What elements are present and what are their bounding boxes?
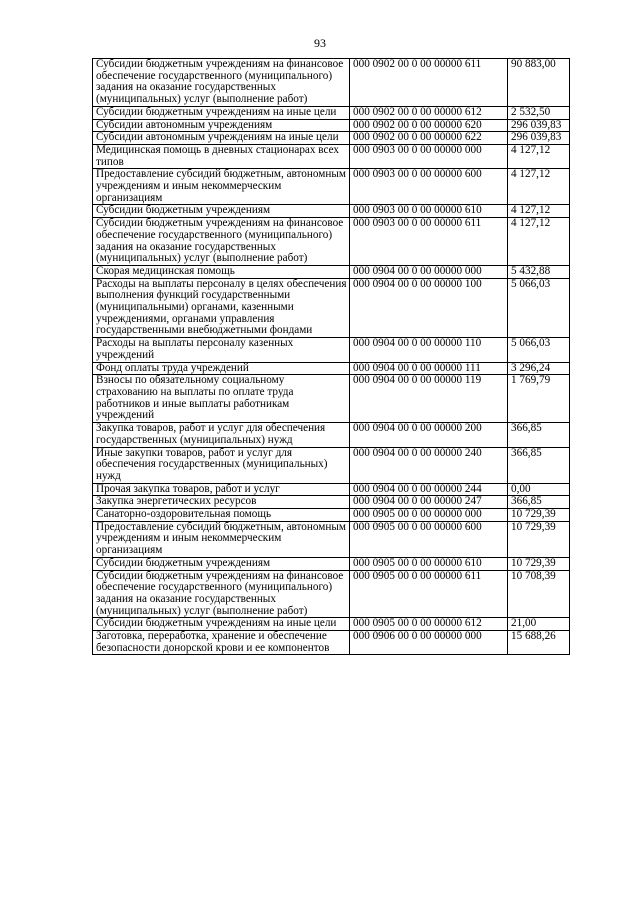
- amount-cell: 21,00: [508, 618, 570, 631]
- table-row: [93, 218, 570, 266]
- table-row: [93, 338, 570, 362]
- name-cell: Субсидии бюджетным учреждениям: [93, 557, 350, 570]
- code-cell: 000 0905 00 0 00 00000 600: [350, 521, 508, 557]
- code-cell: 000 0904 00 0 00 00000 247: [350, 496, 508, 509]
- table-row: [93, 483, 570, 496]
- name-cell: Прочая закупка товаров, работ и услуг: [93, 483, 350, 496]
- name-cell: Расходы на выплаты персоналу в целях обеспечения выполнения функций государственными (муниципальными) органами, казенными учреждениями, органами управления государственными внебюджетными фондами: [93, 278, 350, 338]
- amount-cell: 4 127,12: [508, 205, 570, 218]
- table-row: [93, 509, 570, 522]
- code-cell: 000 0904 00 0 00 00000 200: [350, 423, 508, 447]
- page-number: 93: [314, 36, 326, 50]
- code-cell: 000 0904 00 0 00 00000 244: [350, 483, 508, 496]
- table-row: [93, 557, 570, 570]
- budget-table: [92, 58, 570, 655]
- name-cell: Субсидии бюджетным учреждениям на иные цели: [93, 106, 350, 119]
- name-cell: Субсидии автономным учреждениям на иные цели: [93, 132, 350, 145]
- amount-cell: 10 729,39: [508, 557, 570, 570]
- table-row: [93, 496, 570, 509]
- amount-cell: 4 127,12: [508, 144, 570, 168]
- name-cell: Субсидии автономным учреждениям: [93, 119, 350, 132]
- table-row: [93, 132, 570, 145]
- code-cell: 000 0905 00 0 00 00000 000: [350, 509, 508, 522]
- code-cell: 000 0904 00 0 00 00000 000: [350, 265, 508, 278]
- amount-cell: 366,85: [508, 423, 570, 447]
- code-cell: 000 0904 00 0 00 00000 110: [350, 338, 508, 362]
- amount-cell: 2 532,50: [508, 106, 570, 119]
- name-cell: Расходы на выплаты персоналу казенных учреждений: [93, 338, 350, 362]
- table-row: [93, 265, 570, 278]
- table-row: [93, 169, 570, 205]
- code-cell: 000 0905 00 0 00 00000 612: [350, 618, 508, 631]
- name-cell: Субсидии бюджетным учреждениям на иные цели: [93, 618, 350, 631]
- table-row: [93, 119, 570, 132]
- table-row: [93, 278, 570, 338]
- amount-cell: 366,85: [508, 447, 570, 483]
- table-row: [93, 447, 570, 483]
- code-cell: 000 0905 00 0 00 00000 610: [350, 557, 508, 570]
- amount-cell: 10 729,39: [508, 509, 570, 522]
- name-cell: Субсидии бюджетным учреждениям на финансовое обеспечение государственного (муниципального) задания на оказание государственных (муниципальных) услуг (выполнение работ): [93, 59, 350, 107]
- name-cell: Предоставление субсидий бюджетным, автономным учреждениям и иным некоммерческим организациям: [93, 169, 350, 205]
- amount-cell: 3 296,24: [508, 362, 570, 375]
- table-row: [93, 375, 570, 423]
- amount-cell: 4 127,12: [508, 218, 570, 266]
- name-cell: Взносы по обязательному социальному страхованию на выплаты по оплате труда работников и иные выплаты работникам учреждений: [93, 375, 350, 423]
- table-row: [93, 106, 570, 119]
- amount-cell: 90 883,00: [508, 59, 570, 107]
- code-cell: 000 0904 00 0 00 00000 119: [350, 375, 508, 423]
- code-cell: 000 0902 00 0 00 00000 611: [350, 59, 508, 107]
- table-row: [93, 570, 570, 618]
- name-cell: Медицинская помощь в дневных стационарах всех типов: [93, 144, 350, 168]
- code-cell: 000 0904 00 0 00 00000 240: [350, 447, 508, 483]
- amount-cell: 5 066,03: [508, 278, 570, 338]
- table-row: [93, 521, 570, 557]
- amount-cell: 5 432,88: [508, 265, 570, 278]
- amount-cell: 296 039,83: [508, 119, 570, 132]
- name-cell: Закупка товаров, работ и услуг для обеспечения государственных (муниципальных) нужд: [93, 423, 350, 447]
- code-cell: 000 0902 00 0 00 00000 612: [350, 106, 508, 119]
- amount-cell: 10 729,39: [508, 521, 570, 557]
- amount-cell: 296 039,83: [508, 132, 570, 145]
- name-cell: Фонд оплаты труда учреждений: [93, 362, 350, 375]
- name-cell: Заготовка, переработка, хранение и обеспечение безопасности донорской крови и ее компонентов: [93, 631, 350, 655]
- code-cell: 000 0902 00 0 00 00000 622: [350, 132, 508, 145]
- name-cell: Скорая медицинская помощь: [93, 265, 350, 278]
- code-cell: 000 0903 00 0 00 00000 610: [350, 205, 508, 218]
- table-row: [93, 205, 570, 218]
- name-cell: Субсидии бюджетным учреждениям: [93, 205, 350, 218]
- code-cell: 000 0903 00 0 00 00000 611: [350, 218, 508, 266]
- name-cell: Предоставление субсидий бюджетным, автономным учреждениям и иным некоммерческим организациям: [93, 521, 350, 557]
- amount-cell: 10 708,39: [508, 570, 570, 618]
- name-cell: Субсидии бюджетным учреждениям на финансовое обеспечение государственного (муниципального) задания на оказание государственных (муниципальных) услуг (выполнение работ): [93, 570, 350, 618]
- budget-table-body: [93, 59, 570, 655]
- code-cell: 000 0903 00 0 00 00000 600: [350, 169, 508, 205]
- table-row: [93, 618, 570, 631]
- code-cell: 000 0904 00 0 00 00000 100: [350, 278, 508, 338]
- table-row: [93, 144, 570, 168]
- table-row: [93, 362, 570, 375]
- table-row: [93, 631, 570, 655]
- name-cell: Санаторно-оздоровительная помощь: [93, 509, 350, 522]
- name-cell: Субсидии бюджетным учреждениям на финансовое обеспечение государственного (муниципального) задания на оказание государственных (муниципальных) услуг (выполнение работ): [93, 218, 350, 266]
- amount-cell: 366,85: [508, 496, 570, 509]
- amount-cell: 15 688,26: [508, 631, 570, 655]
- table-row: [93, 423, 570, 447]
- name-cell: Закупка энергетических ресурсов: [93, 496, 350, 509]
- table-row: [93, 59, 570, 107]
- code-cell: 000 0906 00 0 00 00000 000: [350, 631, 508, 655]
- amount-cell: 4 127,12: [508, 169, 570, 205]
- amount-cell: 5 066,03: [508, 338, 570, 362]
- code-cell: 000 0903 00 0 00 00000 000: [350, 144, 508, 168]
- code-cell: 000 0905 00 0 00 00000 611: [350, 570, 508, 618]
- code-cell: 000 0904 00 0 00 00000 111: [350, 362, 508, 375]
- amount-cell: 1 769,79: [508, 375, 570, 423]
- name-cell: Иные закупки товаров, работ и услуг для обеспечения государственных (муниципальных) нужд: [93, 447, 350, 483]
- code-cell: 000 0902 00 0 00 00000 620: [350, 119, 508, 132]
- amount-cell: 0,00: [508, 483, 570, 496]
